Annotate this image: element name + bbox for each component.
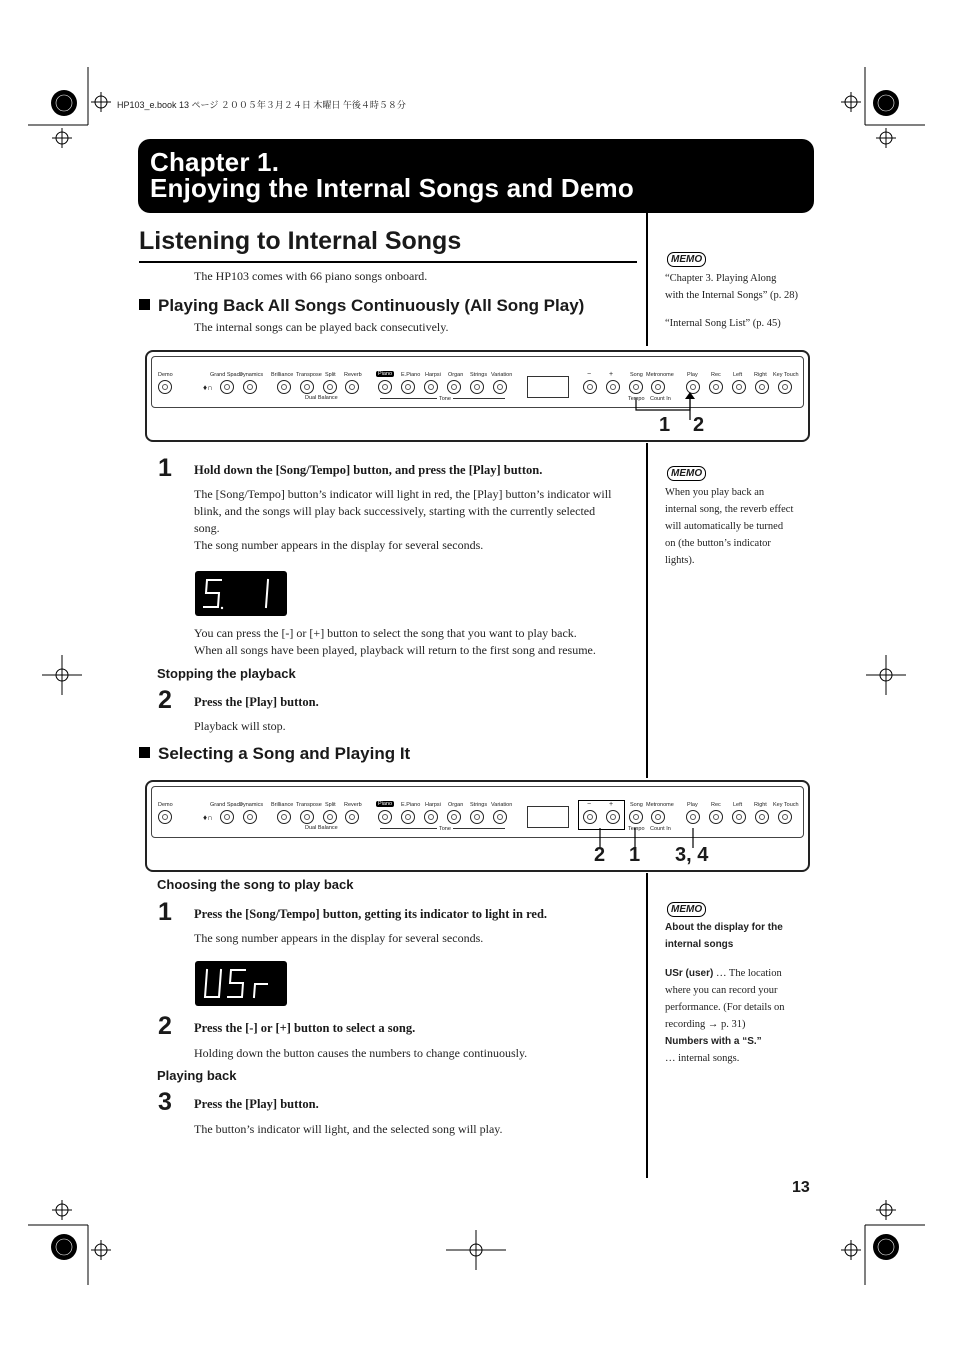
section-title: Listening to Internal Songs — [139, 227, 462, 255]
label-e-piano: E.Piano — [401, 372, 421, 378]
plus-button[interactable] — [606, 810, 620, 824]
memo3-title-line1: About the display for the — [665, 922, 783, 933]
label-demo: Demo — [158, 802, 173, 808]
chapter-title: Enjoying the Internal Songs and Demo — [150, 173, 634, 203]
callout-1: 1 — [629, 844, 641, 866]
variation-button[interactable] — [493, 380, 507, 394]
seven-seg-digits — [195, 961, 287, 1006]
memo3-usr-line2: where you can record your — [665, 985, 778, 996]
intro-text: The HP103 comes with 66 piano songs onboard. — [194, 269, 428, 283]
label-metronome: Metronome — [646, 802, 674, 808]
piano-button[interactable] — [378, 380, 392, 394]
label-split: Split — [325, 372, 336, 378]
stop-step-instruction: Press the [Play] button. — [194, 695, 319, 709]
dynamics-button[interactable] — [243, 810, 257, 824]
label-grand-space: Grand Space — [210, 372, 243, 378]
all-song-play-desc: The internal songs can be played back consecutively. — [194, 320, 449, 334]
label-tempo: Tempo — [628, 826, 645, 832]
callout-1: 1 — [659, 414, 671, 436]
headphone-icon: ♦∩ — [203, 383, 213, 392]
organ-button[interactable] — [447, 380, 461, 394]
label-key-touch: Key Touch — [773, 372, 799, 378]
headphone-icon: ♦∩ — [203, 813, 213, 822]
all-song-play-heading — [139, 296, 584, 316]
label-tone: Tone — [439, 826, 451, 832]
label-right: Right — [754, 802, 767, 808]
memo2-line3: will automatically be turned — [665, 521, 784, 532]
label-e-piano: E.Piano — [401, 802, 421, 808]
column-divider-3 — [646, 873, 648, 1178]
label-brilliance: Brilliance — [271, 372, 294, 378]
usr-display — [195, 961, 287, 1006]
label-piano: Piano — [378, 371, 393, 377]
step1-desc-line4: The song number appears in the display for several seconds. — [194, 538, 484, 552]
grand-space-button[interactable] — [220, 380, 234, 394]
label-key-touch: Key Touch — [773, 802, 799, 808]
label-metronome: Metronome — [646, 372, 674, 378]
label-play: Play — [687, 372, 698, 378]
left-button[interactable] — [732, 380, 746, 394]
after-step1-line2: When all songs have been played, playback will return to the first song and resume. — [194, 643, 596, 657]
label-dual-balance: Dual Balance — [305, 825, 338, 831]
seven-seg-digits — [195, 571, 287, 616]
split-button[interactable] — [323, 810, 337, 824]
memo3-usr-line3: performance. (For details on — [665, 1002, 785, 1013]
label-harpsi: Harpsi — [425, 372, 441, 378]
memo3-title-line2: internal songs — [665, 939, 734, 950]
callout-2: 2 — [594, 844, 606, 866]
label-variation: Variation — [491, 802, 513, 808]
label-dynamics: Dynamics — [239, 802, 264, 808]
chapter-banner — [138, 139, 814, 213]
memo3-usr-line1 — [665, 965, 782, 982]
memo3-s-desc: … internal songs. — [665, 1053, 740, 1064]
memo2-line1: When you play back an — [665, 487, 765, 498]
step-number: 1 — [158, 898, 172, 926]
step1-desc-line3: song. — [194, 521, 220, 535]
play-button[interactable] — [686, 810, 700, 824]
step1-instruction: Hold down the [Song/Tempo] button, and press the [Play] button. — [194, 463, 543, 477]
memo3-usr-key: USr (user) — [665, 968, 714, 979]
label-dynamics: Dynamics — [239, 372, 264, 378]
step-number: 1 — [158, 454, 172, 482]
label-song: Song — [630, 372, 643, 378]
select-step2-desc: Holding down the button causes the numbers to change continuously. — [194, 1046, 528, 1060]
after-step1-line1: You can press the [-] or [+] button to select the song that you want to play back. — [194, 626, 577, 640]
left-button[interactable] — [732, 810, 746, 824]
brilliance-button[interactable] — [277, 380, 291, 394]
key-touch-button[interactable] — [778, 380, 792, 394]
dynamics-button[interactable] — [243, 380, 257, 394]
grand-space-button[interactable] — [220, 810, 234, 824]
transpose-button[interactable] — [300, 380, 314, 394]
panel-display — [527, 376, 569, 398]
select-step1-instruction: Press the [Song/Tempo] button, getting its indicator to light in red. — [194, 907, 548, 921]
column-divider-2 — [646, 443, 648, 778]
label-organ: Organ — [448, 372, 464, 378]
strings-button[interactable] — [470, 380, 484, 394]
column-divider-1 — [646, 213, 648, 346]
song-tempo-button[interactable] — [629, 810, 643, 824]
label-grand-space: Grand Space — [210, 802, 243, 808]
label-right: Right — [754, 372, 767, 378]
label-piano: Piano — [378, 801, 393, 807]
label-transpose: Transpose — [296, 372, 322, 378]
label-demo: Demo — [158, 372, 173, 378]
e-piano-button[interactable] — [401, 380, 415, 394]
control-panel-diagram-2 — [145, 780, 810, 872]
harpsi-button[interactable] — [424, 380, 438, 394]
label-tempo: Tempo — [628, 396, 645, 402]
label-variation: Variation — [491, 372, 513, 378]
label-minus: − — [587, 371, 592, 378]
memo1-line1: “Chapter 3. Playing Along — [665, 273, 777, 284]
select-song-heading — [139, 744, 410, 764]
label-dual-balance: Dual Balance — [305, 395, 338, 401]
label-strings: Strings — [470, 372, 488, 378]
step-number: 2 — [158, 686, 172, 714]
label-minus: − — [587, 801, 592, 808]
choose-song-heading: Choosing the song to play back — [157, 877, 354, 892]
e-piano-button[interactable] — [401, 810, 415, 824]
song-number-display — [195, 571, 287, 616]
memo2-line5: lights). — [665, 555, 695, 566]
callout-2: 2 — [693, 414, 705, 436]
organ-button[interactable] — [447, 810, 461, 824]
all-song-play-heading-text: Playing Back All Songs Continuously (All Song Play) — [158, 296, 585, 315]
label-rec: Rec — [711, 802, 721, 808]
label-reverb: Reverb — [344, 372, 362, 378]
page-number: 13 — [792, 1179, 810, 1196]
rec-button[interactable] — [709, 810, 723, 824]
rec-button[interactable] — [709, 380, 723, 394]
harpsi-button[interactable] — [424, 810, 438, 824]
minus-button[interactable] — [583, 810, 597, 824]
select-step3-instruction: Press the [Play] button. — [194, 1097, 319, 1111]
demo-button[interactable] — [158, 810, 172, 824]
step1-desc-line1: The [Song/Tempo] button’s indicator will light in red, the [Play] button’s indicator will — [194, 487, 612, 501]
key-touch-button[interactable] — [778, 810, 792, 824]
memo2-line4: on (the button’s indicator — [665, 538, 771, 549]
label-harpsi: Harpsi — [425, 802, 441, 808]
label-plus: + — [609, 371, 614, 378]
label-brilliance: Brilliance — [271, 802, 294, 808]
label-rec: Rec — [711, 372, 721, 378]
memo-badge: MEMO — [667, 252, 706, 267]
variation-button[interactable] — [493, 810, 507, 824]
transpose-button[interactable] — [300, 810, 314, 824]
playing-back-heading: Playing back — [157, 1068, 237, 1083]
piano-button[interactable] — [378, 810, 392, 824]
step-number: 3 — [158, 1088, 172, 1116]
reverb-button[interactable] — [345, 810, 359, 824]
right-button[interactable] — [755, 810, 769, 824]
memo3-usr-line4: recording → p. 31) — [665, 1019, 746, 1030]
select-step1-desc: The song number appears in the display for several seconds. — [194, 931, 484, 945]
memo-badge: MEMO — [667, 466, 706, 481]
reverb-button[interactable] — [345, 380, 359, 394]
select-step3-desc: The button’s indicator will light, and the selected song will play. — [194, 1122, 503, 1136]
chapter-number: Chapter 1. — [150, 147, 280, 177]
memo-badge: MEMO — [667, 902, 706, 917]
label-strings: Strings — [470, 802, 488, 808]
label-play: Play — [687, 802, 698, 808]
brilliance-button[interactable] — [277, 810, 291, 824]
label-left: Left — [733, 802, 743, 808]
label-song: Song — [630, 802, 643, 808]
label-left: Left — [733, 372, 743, 378]
label-organ: Organ — [448, 802, 464, 808]
memo3-usr-text: … The location — [713, 968, 782, 979]
step-number: 2 — [158, 1012, 172, 1040]
select-step2-instruction: Press the [-] or [+] button to select a song. — [194, 1021, 416, 1035]
file-info-header: HP103_e.book 13 ページ ２００５年３月２４日 木曜日 午後４時５８分 — [117, 100, 406, 110]
minus-button[interactable] — [583, 380, 597, 394]
memo1-line2: with the Internal Songs” (p. 28) — [665, 290, 798, 301]
right-button[interactable] — [755, 380, 769, 394]
strings-button[interactable] — [470, 810, 484, 824]
label-transpose: Transpose — [296, 802, 322, 808]
panel-display — [527, 806, 569, 828]
step1-desc-line2: blink, and the songs will play back successively, starting with the currently selected — [194, 504, 596, 518]
memo1-line3: “Internal Song List” (p. 45) — [665, 318, 781, 329]
memo3-s-key: Numbers with a “S.” — [665, 1036, 762, 1047]
callout-3-4: 3, 4 — [675, 844, 709, 866]
label-split: Split — [325, 802, 336, 808]
metronome-button[interactable] — [651, 810, 665, 824]
split-button[interactable] — [323, 380, 337, 394]
demo-button[interactable] — [158, 380, 172, 394]
label-reverb: Reverb — [344, 802, 362, 808]
label-count-in: Count In — [650, 396, 671, 402]
label-count-in: Count In — [650, 826, 671, 832]
select-song-heading-text: Selecting a Song and Playing It — [158, 744, 411, 763]
stop-step-desc: Playback will stop. — [194, 719, 286, 733]
label-plus: + — [609, 801, 614, 808]
control-panel-diagram-1 — [145, 350, 810, 442]
memo2-line2: internal song, the reverb effect — [665, 504, 794, 515]
section-rule — [139, 261, 637, 263]
stop-playback-heading: Stopping the playback — [157, 666, 296, 681]
label-tone: Tone — [439, 396, 451, 402]
